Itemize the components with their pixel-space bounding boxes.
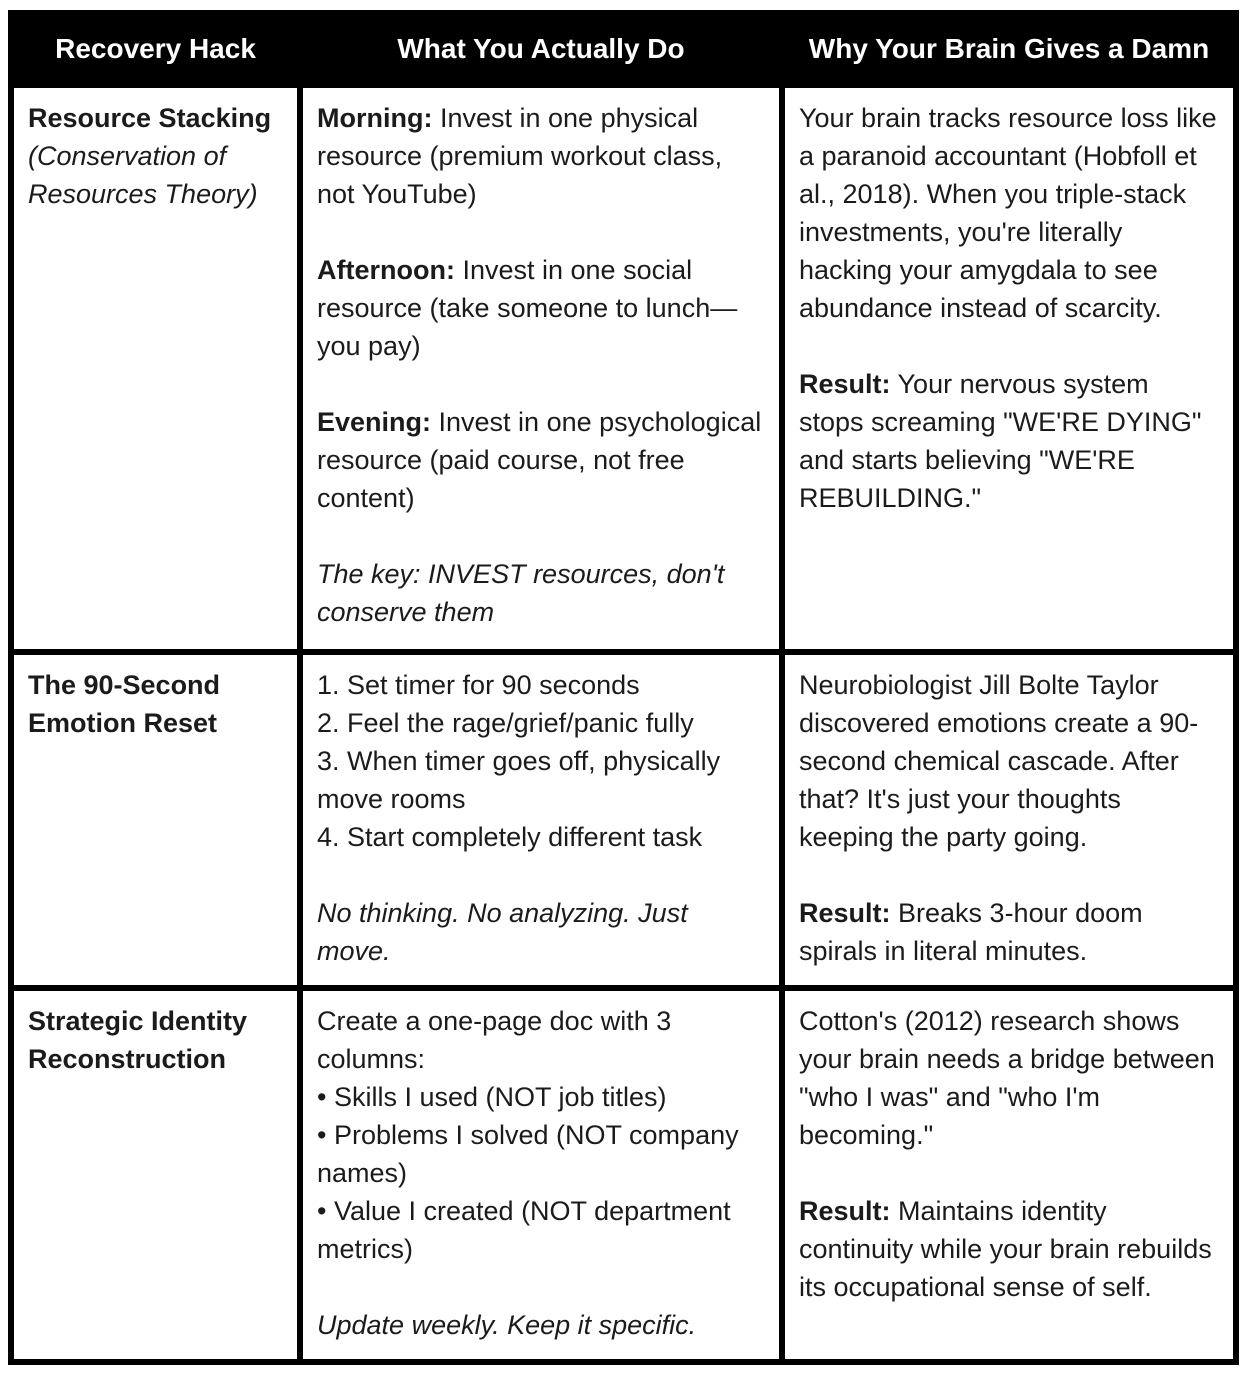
result-text: Your nervous system stops screaming "WE'RE DYING" and starts believing "WE'RE REBUILDING.": [799, 369, 1202, 513]
action-cell: [300, 85, 782, 652]
action-note: Update weekly. Keep it specific.: [317, 1310, 697, 1340]
bullet-line: • Problems I solved (NOT company names): [317, 1120, 739, 1188]
hack-title: The 90-Second Emotion Reset: [28, 670, 221, 738]
action-note: The key: INVEST resources, don't conserve them: [317, 559, 725, 627]
hack-subtitle: (Conservation of Resources Theory): [28, 141, 258, 209]
action-intro: Create a one-page doc with 3 columns:: [317, 1006, 672, 1074]
column-header-why-brain: Why Your Brain Gives a Damn: [782, 13, 1236, 85]
time-label-morning: Morning:: [317, 103, 433, 133]
action-text: Invest in one psychological resource (paid course, not free content): [317, 407, 762, 513]
action-note: No thinking. No analyzing. Just move.: [317, 898, 688, 966]
recovery-hacks-table: [8, 10, 1239, 1365]
step-line: 4. Start completely different task: [317, 822, 703, 852]
hack-cell: [11, 988, 300, 1362]
hack-cell: [11, 85, 300, 652]
table-row-resource-stacking: [11, 85, 1236, 652]
column-header-what-you-do: What You Actually Do: [300, 13, 782, 85]
action-paragraph: [317, 99, 765, 213]
result-text: Breaks 3-hour doom spirals in literal minutes.: [799, 898, 1143, 966]
rationale-paragraph: Neurobiologist Jill Bolte Taylor discovered emotions create a 90-second chemical cascade. After that? It's just your thoughts keeping the party going.: [799, 670, 1199, 852]
step-line: 2. Feel the rage/grief/panic fully: [317, 708, 694, 738]
result-text: Maintains identity continuity while your brain rebuilds its occupational sense of self.: [799, 1196, 1212, 1302]
rationale-paragraph: Your brain tracks resource loss like a paranoid accountant (Hobfoll et al., 2018). When you triple-stack investments, you're literally hacking your amygdala to see abundance instead of scarcity.: [799, 103, 1217, 323]
table-row-emotion-reset: [11, 652, 1236, 988]
column-header-recovery-hack: Recovery Hack: [11, 13, 300, 85]
action-text: Invest in one physical resource (premium workout class, not YouTube): [317, 103, 723, 209]
action-text: Invest in one social resource (take someone to lunch—you pay): [317, 255, 738, 361]
hack-cell: [11, 652, 300, 988]
table-row-identity-reconstruction: [11, 988, 1236, 1362]
result-paragraph: [799, 365, 1219, 517]
rationale-cell: [782, 85, 1236, 652]
bullet-line: • Skills I used (NOT job titles): [317, 1082, 667, 1112]
result-label: Result:: [799, 369, 891, 399]
action-paragraph: [317, 251, 765, 365]
action-cell: [300, 988, 782, 1362]
result-label: Result:: [799, 1196, 891, 1226]
rationale-cell: [782, 988, 1236, 1362]
rationale-paragraph: Cotton's (2012) research shows your brain needs a bridge between "who I was" and "who I'm becoming.": [799, 1006, 1215, 1150]
hack-title: Strategic Identity Reconstruction: [28, 1006, 248, 1074]
bullet-line: • Value I created (NOT department metrics): [317, 1196, 731, 1264]
result-paragraph: [799, 894, 1219, 970]
hack-title: Resource Stacking: [28, 103, 272, 133]
result-paragraph: [799, 1192, 1219, 1306]
time-label-evening: Evening:: [317, 407, 432, 437]
action-paragraph: [317, 403, 765, 517]
time-label-afternoon: Afternoon:: [317, 255, 455, 285]
step-line: 3. When timer goes off, physically move rooms: [317, 746, 721, 814]
step-line: 1. Set timer for 90 seconds: [317, 670, 640, 700]
header-row: [11, 13, 1236, 85]
result-label: Result:: [799, 898, 891, 928]
action-cell: [300, 652, 782, 988]
rationale-cell: [782, 652, 1236, 988]
